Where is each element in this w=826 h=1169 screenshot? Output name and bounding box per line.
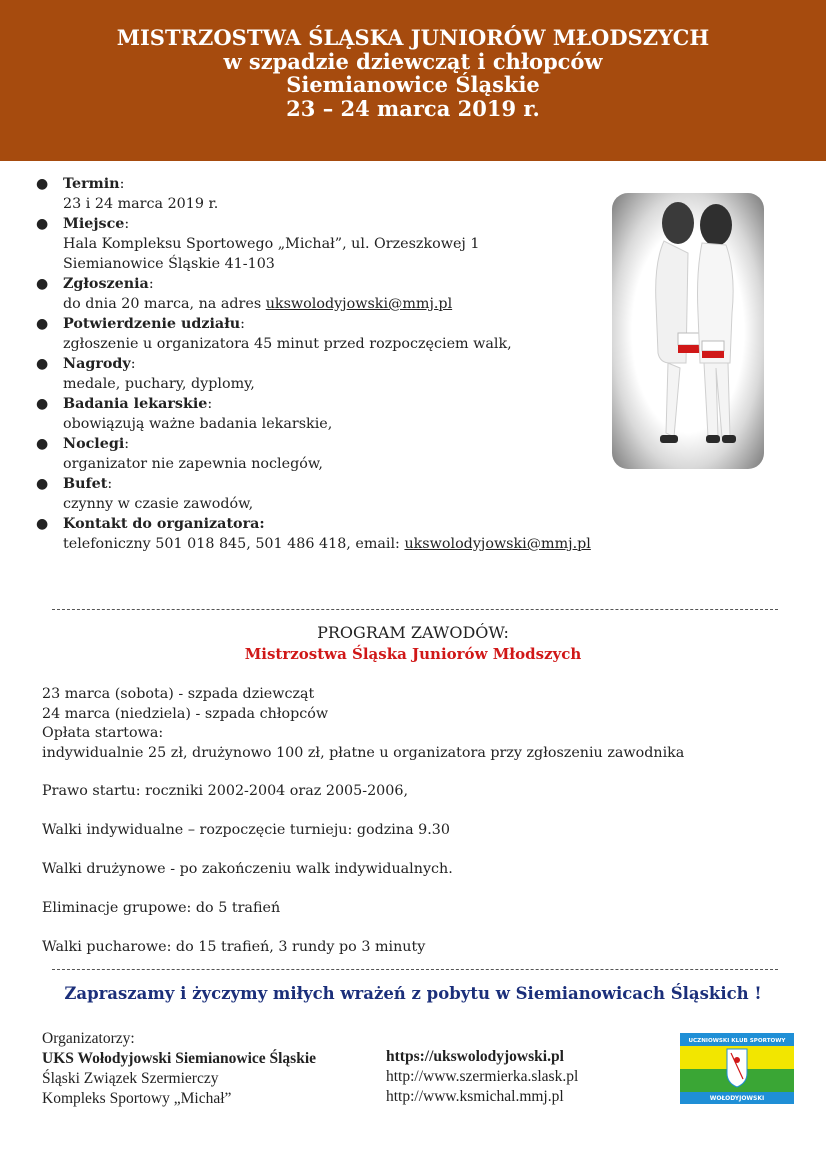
bullet-icon: ●	[36, 396, 49, 412]
fencers-photo	[612, 193, 764, 469]
bullet-icon: ●	[36, 436, 49, 452]
fencers-illustration	[612, 193, 764, 469]
schedule-line: 24 marca (niedziela) - szpada chłopców	[42, 705, 329, 722]
header-banner	[0, 0, 826, 161]
flag-right-white	[702, 341, 724, 351]
bullet-icon: ●	[36, 356, 49, 372]
shoe-right-2	[722, 435, 736, 443]
divider-top	[52, 609, 778, 610]
program-paragraph: Walki pucharowe: do 15 trafień, 3 rundy po 3 minuty	[42, 939, 426, 955]
program-schedule	[42, 685, 684, 763]
header-subtitle: w szpadzie dziewcząt i chłopców	[223, 48, 603, 74]
organizer-name: Kompleks Sportowy „Michał”	[42, 1090, 232, 1107]
schedule-line: indywidualnie 25 zł, drużynowo 100 zł, płatne u organizatora przy zgłoszeniu zawodnika	[42, 744, 685, 761]
program-paragraph: Walki drużynowe - po zakończeniu walk indywidualnych.	[42, 861, 453, 877]
fencer-left-legs	[666, 363, 680, 437]
flag-left-red	[678, 345, 700, 353]
fencing-mask-right	[700, 204, 732, 246]
info-item-kontakt: ● Kontakt do organizatora: telefoniczny 501 018 845, 501 486 418, email: ukswolodyjowski@mmj.pl	[36, 516, 591, 552]
organizers-block	[42, 1029, 316, 1109]
schedule-line: Opłata startowa:	[42, 725, 164, 741]
shield-icon	[727, 1049, 747, 1087]
info-item-nagrody: ● Nagrody: medale, puchary, dyplomy,	[36, 356, 255, 392]
program-paragraph: Eliminacje grupowe: do 5 trafień	[42, 900, 281, 916]
info-item-bufet: ● Bufet: czynny w czasie zawodów,	[36, 476, 254, 512]
flag-right-red	[702, 351, 724, 358]
header-city: Siemianowice Śląskie	[286, 72, 540, 97]
fencer-right-legs	[704, 363, 730, 437]
invitation-text: Zapraszamy i życzymy miłych wrażeń z pobytu w Siemianowicach Śląskich !	[64, 984, 762, 1003]
info-item-zgloszenia: ● Zgłoszenia: do dnia 20 marca, na adres ukswolodyjowski@mmj.pl	[36, 276, 453, 312]
organizer-websites	[386, 1047, 578, 1107]
bullet-icon: ●	[36, 516, 49, 532]
email-link[interactable]: ukswolodyjowski@mmj.pl	[404, 536, 591, 552]
email-link[interactable]: ukswolodyjowski@mmj.pl	[265, 296, 453, 312]
bullet-icon: ●	[36, 316, 49, 332]
bullet-icon: ●	[36, 176, 49, 192]
website-link[interactable]: https://ukswolodyjowski.pl	[386, 1048, 564, 1065]
emblem-icon	[734, 1057, 740, 1063]
header-title: MISTRZOSTWA ŚLĄSKA JUNIORÓW MŁODSZYCH	[116, 25, 710, 50]
organizers-heading: Organizatorzy:	[42, 1030, 135, 1047]
logo-bottom-text: WOŁODYJOWSKI	[709, 1095, 765, 1102]
website-link[interactable]: http://www.ksmichal.mmj.pl	[386, 1088, 564, 1105]
fencing-mask-left	[662, 202, 694, 244]
club-logo	[680, 1033, 794, 1104]
organizer-name: UKS Wołodyjowski Siemianowice Śląskie	[42, 1050, 317, 1067]
website-link[interactable]: http://www.szermierka.slask.pl	[386, 1068, 579, 1085]
flag-left-white	[678, 333, 700, 345]
schedule-line: 23 marca (sobota) - szpada dziewcząt	[42, 686, 315, 702]
program-paragraph: Walki indywidualne – rozpoczęcie turnieju: godzina 9.30	[42, 822, 450, 838]
header-date: 23 – 24 marca 2019 r.	[286, 95, 540, 121]
organizer-name: Śląski Związek Szermierczy	[42, 1070, 219, 1087]
bullet-icon: ●	[36, 476, 49, 492]
shoe-left	[660, 435, 678, 443]
program-paragraph: Prawo startu: roczniki 2002-2004 oraz 2005-2006,	[42, 783, 408, 799]
info-item-miejsce: ● Miejsce: Hala Kompleksu Sportowego „Michał”, ul. Orzeszkowej 1 Siemianowice Śląskie 41-103	[36, 216, 480, 272]
program-subtitle: Mistrzostwa Śląska Juniorów Młodszych	[244, 645, 582, 663]
divider-bottom	[52, 969, 778, 970]
info-item-potwierdzenie: ● Potwierdzenie udziału: zgłoszenie u organizatora 45 minut przed rozpoczęciem walk,	[36, 316, 512, 352]
logo-top-text: UCZNIOWSKI KLUB SPORTOWY	[688, 1038, 786, 1044]
info-item-noclegi: ● Noclegi: organizator nie zapewnia noclegów,	[36, 436, 323, 472]
shoe-right-1	[706, 435, 720, 443]
bullet-icon: ●	[36, 276, 49, 292]
program-title: PROGRAM ZAWODÓW:	[317, 623, 509, 642]
info-item-badania: ● Badania lekarskie: obowiązują ważne badania lekarskie,	[36, 396, 333, 432]
bullet-icon: ●	[36, 216, 49, 232]
info-list	[36, 174, 626, 554]
info-item-termin: ● Termin: 23 i 24 marca 2019 r.	[36, 176, 219, 212]
